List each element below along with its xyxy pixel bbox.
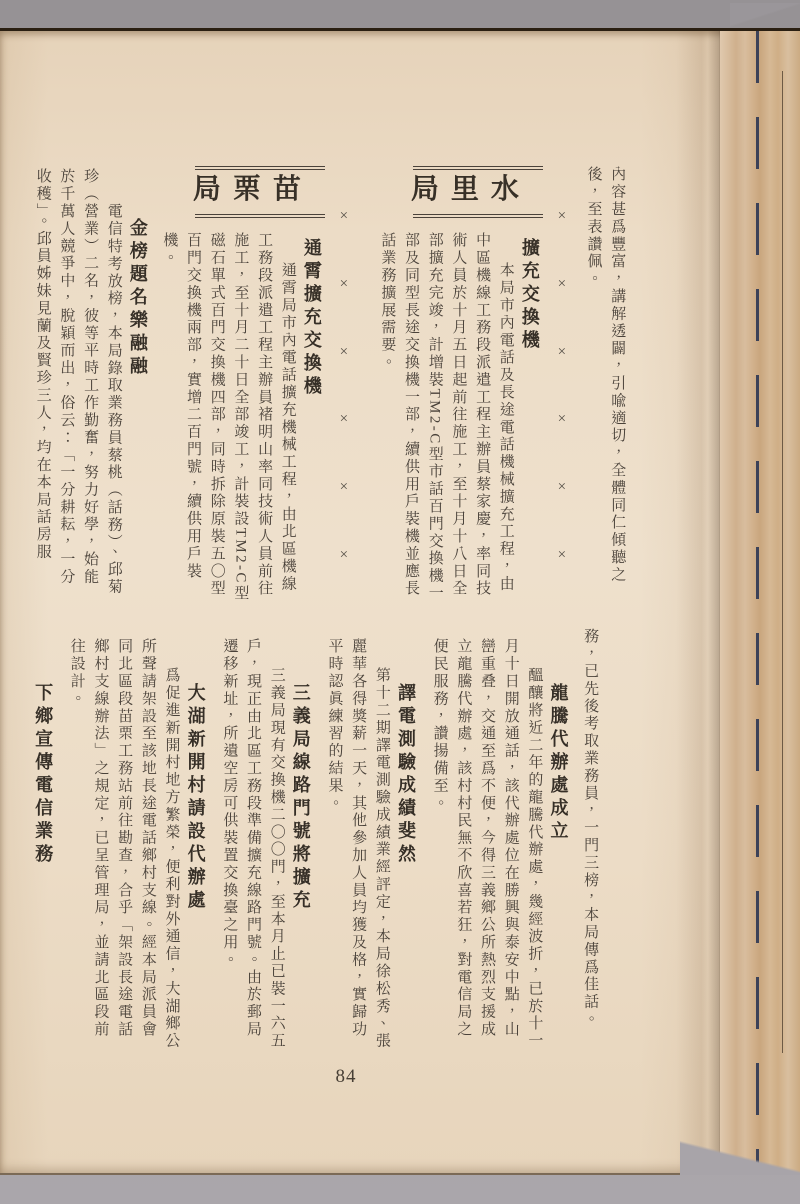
book-page <box>0 28 800 1175</box>
x-mark: × <box>339 275 349 292</box>
bottom-band <box>22 628 601 1052</box>
article-yidian <box>322 628 419 1052</box>
bureau-header-miaoli: 苗栗局 <box>195 166 325 218</box>
x-mark: × <box>557 546 567 563</box>
article-jinbang <box>30 166 151 602</box>
article-body: 本局市內電話及長途電話機械擴充工程，由中區機線工務段派遣工程主辦員蔡家慶，率同技術人員於十月五日起前往施工，至十月十八日全部擴充完竣，計增裝TM2-C型市話百門交換機一部及同型長途交換機一部，續供用戶裝機並應長話業務擴展需要。 <box>379 231 514 602</box>
page-number: 84 <box>335 1066 357 1087</box>
x-mark: × <box>339 343 349 360</box>
bureau-body-shuili <box>363 232 543 602</box>
article-title: 下鄉宣傳電信業務 <box>33 683 54 867</box>
article-title: 三義局線路門號將擴充 <box>290 683 311 913</box>
x-mark: × <box>557 208 567 224</box>
article-body: 三義局現有交換機二〇〇門，至本月止已裝一六五戶，現正由北區工務段準備擴充線路門號。由於郵局遷移新址，所遺空房可供裝置交換臺之用。 <box>221 638 285 1050</box>
x-mark: × <box>557 411 567 428</box>
bureau-section-shuili <box>363 166 543 602</box>
book-fore-edge <box>720 31 800 1173</box>
x-mark: × <box>557 343 567 360</box>
article-body: 通霄局市內電話擴充機械工程，由北區機線工務段派遣工程主辦員褚明山率同技術人員前往施工，至十月二十日全部竣工，計裝設TM2-C型磁石單式百門交換機四部，同時拆除原裝五〇型百門交換機兩部，實增二百門號，續供用戶裝機。 <box>161 231 296 602</box>
x-mark: × <box>557 479 567 496</box>
top-band <box>22 166 628 602</box>
bureau-body-miaoli <box>153 232 325 602</box>
article-title: 譯電測驗成績斐然 <box>395 683 416 867</box>
fore-edge-brown-line <box>782 71 783 1053</box>
article-xiaxiang <box>30 628 56 1052</box>
continued-paragraph-bottom: 務，已先後考取業務員，一門三榜，本局傳爲佳話。 <box>582 628 599 1029</box>
corner-top-right <box>730 3 800 33</box>
x-separator-column <box>549 208 575 564</box>
article-body: 醞釀將近二年的龍騰代辦處，幾經波折，已於十一月十日開放通話，該代辦處位在勝興與泰安中點，山巒重叠，交通至爲不便，今得三義鄉公所熱烈支援成立龍騰代辦處，該村村民無不欣喜若狂，對電信局之便民服務，讚揚備至。 <box>431 638 543 1050</box>
article-title: 金榜題名樂融融 <box>127 218 148 379</box>
x-mark: × <box>339 479 349 496</box>
article-body: 第十二期譯電測驗成績業經評定，本局徐松秀、張麗華各得獎薪一天，其他參加人員均獲及格，實歸功平時認眞練習的結果。 <box>326 638 390 1050</box>
fore-edge-navy-line <box>756 31 759 1173</box>
continued-paragraph-top: 內容甚爲豐富，講解透闢，引喩適切，全體同仁傾聽之後，至表讚佩。 <box>585 166 626 584</box>
x-mark: × <box>339 411 349 428</box>
article-title: 通霄擴充交換機 <box>301 237 322 399</box>
bureau-section-miaoli <box>153 166 325 602</box>
x-mark: × <box>339 546 349 563</box>
article-sanyi <box>217 628 314 1052</box>
article-longteng <box>427 628 572 1052</box>
article-title: 大湖新開村請設代辦處 <box>185 683 206 913</box>
article-title: 擴充交換機 <box>519 237 540 353</box>
x-separator-column <box>331 208 357 564</box>
x-mark: × <box>339 208 349 224</box>
article-body: 電信特考放榜，本局錄取業務員蔡桃（話務）、邱菊珍（營業）二名，彼等平時工作勤奮，努力好學，始能於千萬人競爭中，脫穎而出，俗云：「一分耕耘，一分收穫」。邱員姊妹見蘭及賢珍三人，均在本局話房服 <box>34 168 122 596</box>
x-mark: × <box>557 275 567 292</box>
article-dahu <box>64 628 209 1052</box>
article-title: 龍騰代辦處成立 <box>548 683 569 844</box>
corner-bottom-right <box>680 1133 800 1175</box>
page-gutter-shadow <box>676 31 720 1173</box>
page-content <box>22 166 670 1088</box>
article-body: 爲促進新開村地方繁榮，便利對外通信，大湖鄉公所聲請架設至該地長途電話鄉村支線。經本局派員會同北區段苗栗工務站前往勘查，合乎「架設長途電話鄉村支線辦法」之規定，已呈管理局，並請北區段前往設計。 <box>68 638 180 1050</box>
bureau-header-shuili: 水里局 <box>413 166 543 218</box>
